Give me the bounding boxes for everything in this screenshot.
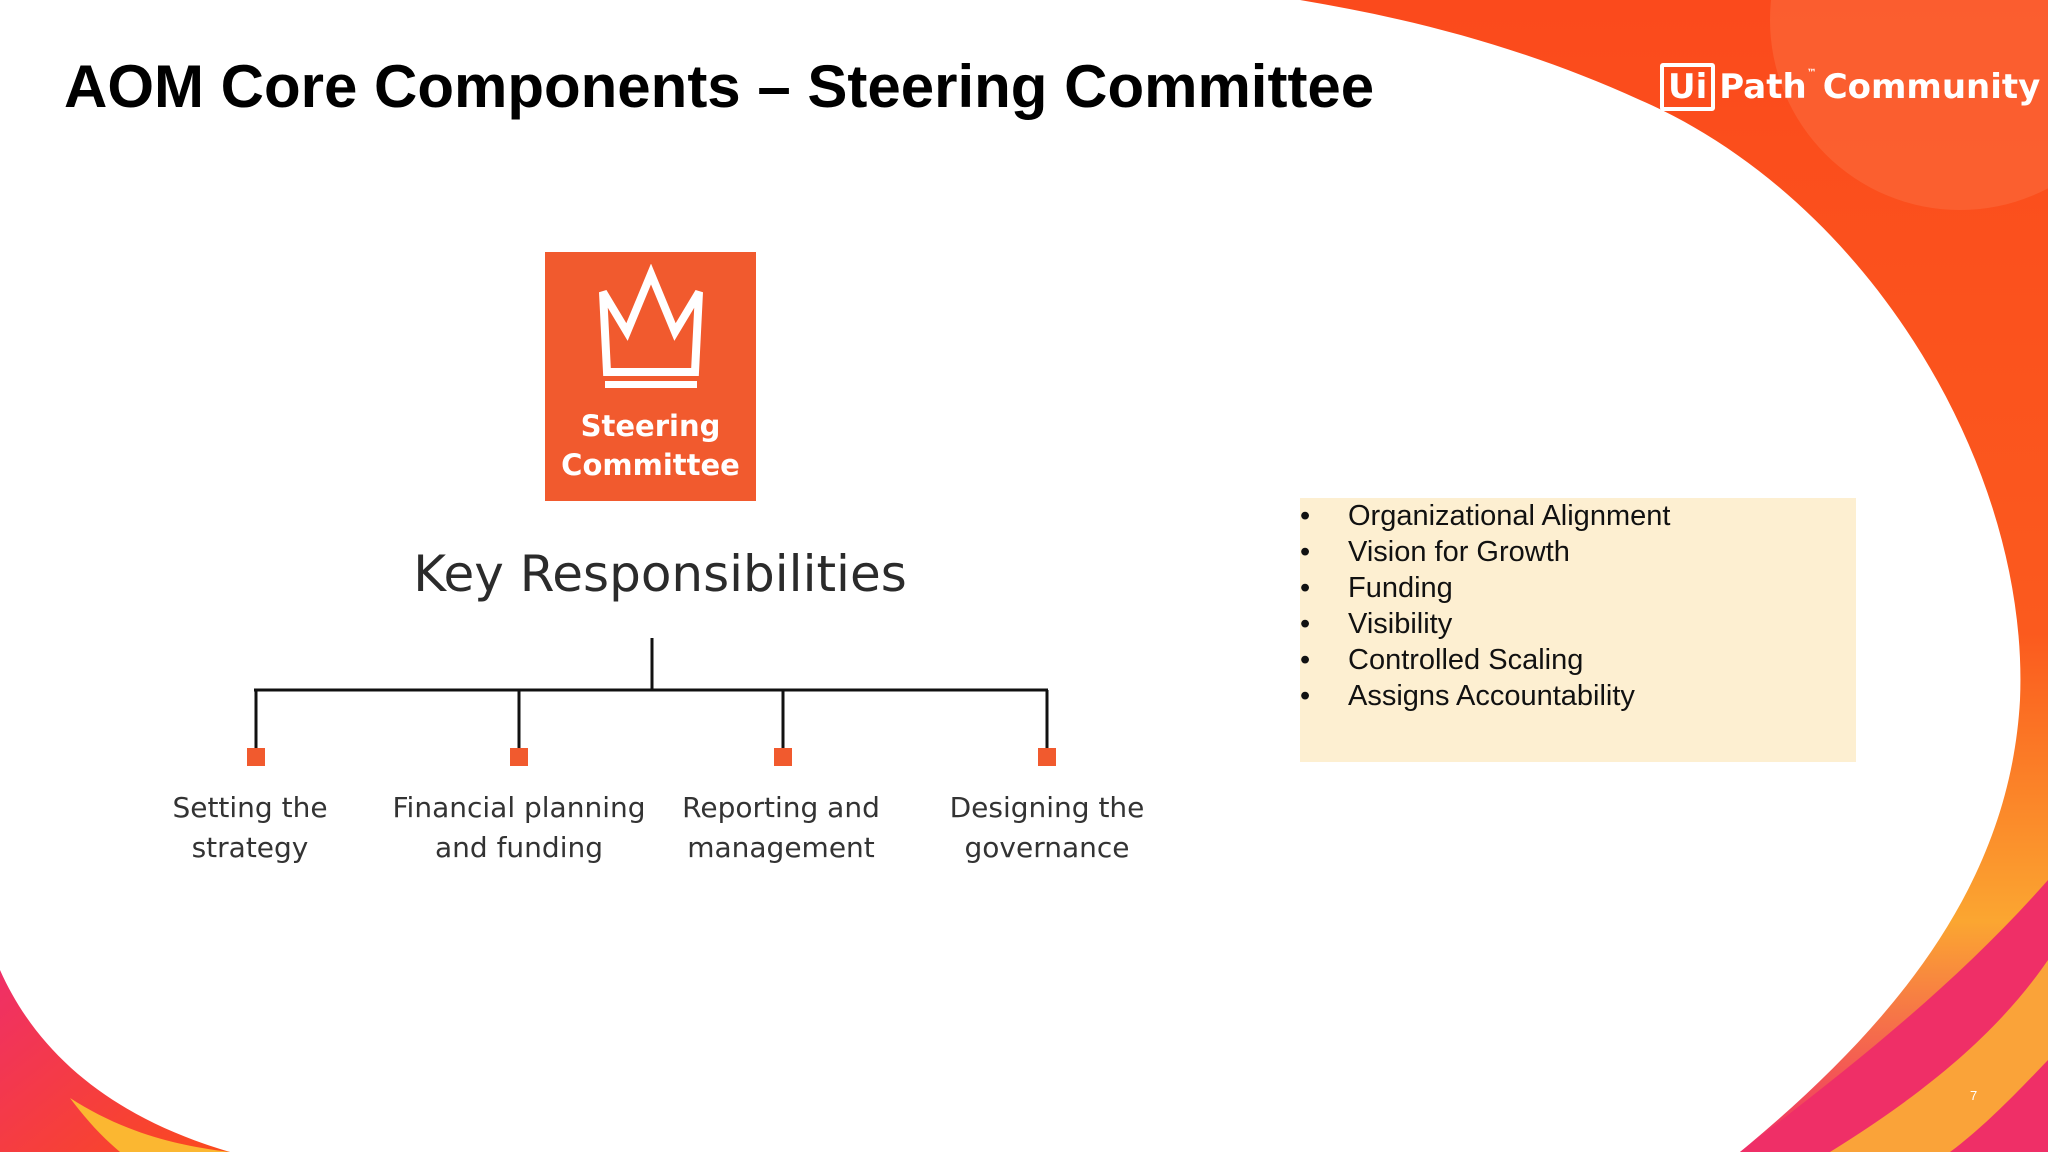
- logo-trademark: ™: [1806, 68, 1817, 79]
- bullet-icon: •: [1300, 608, 1311, 640]
- branch-label-4: [917, 788, 1177, 868]
- tree-branches: [247, 690, 1056, 766]
- responsibility-text: Controlled Scaling: [1348, 644, 1584, 676]
- bullet-icon: •: [1300, 572, 1311, 604]
- tile-label-line1: Steering: [580, 409, 721, 443]
- branch-label-3-line1: Reporting and: [682, 791, 880, 824]
- responsibility-item: [1300, 642, 1856, 678]
- logo-ui: Ui: [1660, 63, 1715, 111]
- tile-label-line2: Committee: [561, 448, 740, 482]
- branch-label-2: [389, 788, 649, 868]
- slide-title: AOM Core Components – Steering Committee: [64, 53, 1375, 120]
- responsibilities-box: [1300, 498, 1856, 762]
- bullet-icon: •: [1300, 680, 1311, 712]
- branch-label-2-line2: and funding: [435, 831, 603, 864]
- logo-path: Path: [1719, 67, 1807, 107]
- tree-branch-marker-3: [774, 748, 792, 766]
- branch-label-1: [120, 788, 380, 868]
- responsibility-text: Assigns Accountability: [1348, 680, 1635, 712]
- page-number: 7: [1970, 1088, 1978, 1103]
- branch-label-3: [651, 788, 911, 868]
- branch-label-4-line2: governance: [964, 831, 1130, 864]
- responsibility-item: [1300, 498, 1856, 534]
- responsibility-text: Vision for Growth: [1348, 536, 1570, 568]
- branch-label-4-line1: Designing the: [949, 791, 1145, 824]
- responsibility-item: [1300, 606, 1856, 642]
- responsibility-item: [1300, 534, 1856, 570]
- bullet-icon: •: [1300, 644, 1311, 676]
- logo-community: Community: [1822, 67, 2041, 107]
- responsibility-text: Funding: [1348, 572, 1453, 604]
- key-responsibilities-heading: Key Responsibilities: [413, 545, 907, 603]
- tree-branch-marker-2: [510, 748, 528, 766]
- bullet-icon: •: [1300, 500, 1311, 532]
- tree-branch-marker-1: [247, 748, 265, 766]
- responsibility-item: [1300, 678, 1856, 714]
- branch-label-1-line2: strategy: [191, 831, 309, 864]
- tree-branch-marker-4: [1038, 748, 1056, 766]
- branch-label-3-line2: management: [687, 831, 875, 864]
- branch-label-2-line1: Financial planning: [392, 791, 646, 824]
- branch-label-1-line1: Setting the: [172, 791, 328, 824]
- responsibility-item: [1300, 570, 1856, 606]
- bullet-icon: •: [1300, 536, 1311, 568]
- responsibility-text: Organizational Alignment: [1348, 500, 1671, 532]
- responsibilities-list: [1300, 498, 1856, 714]
- responsibility-text: Visibility: [1348, 608, 1453, 640]
